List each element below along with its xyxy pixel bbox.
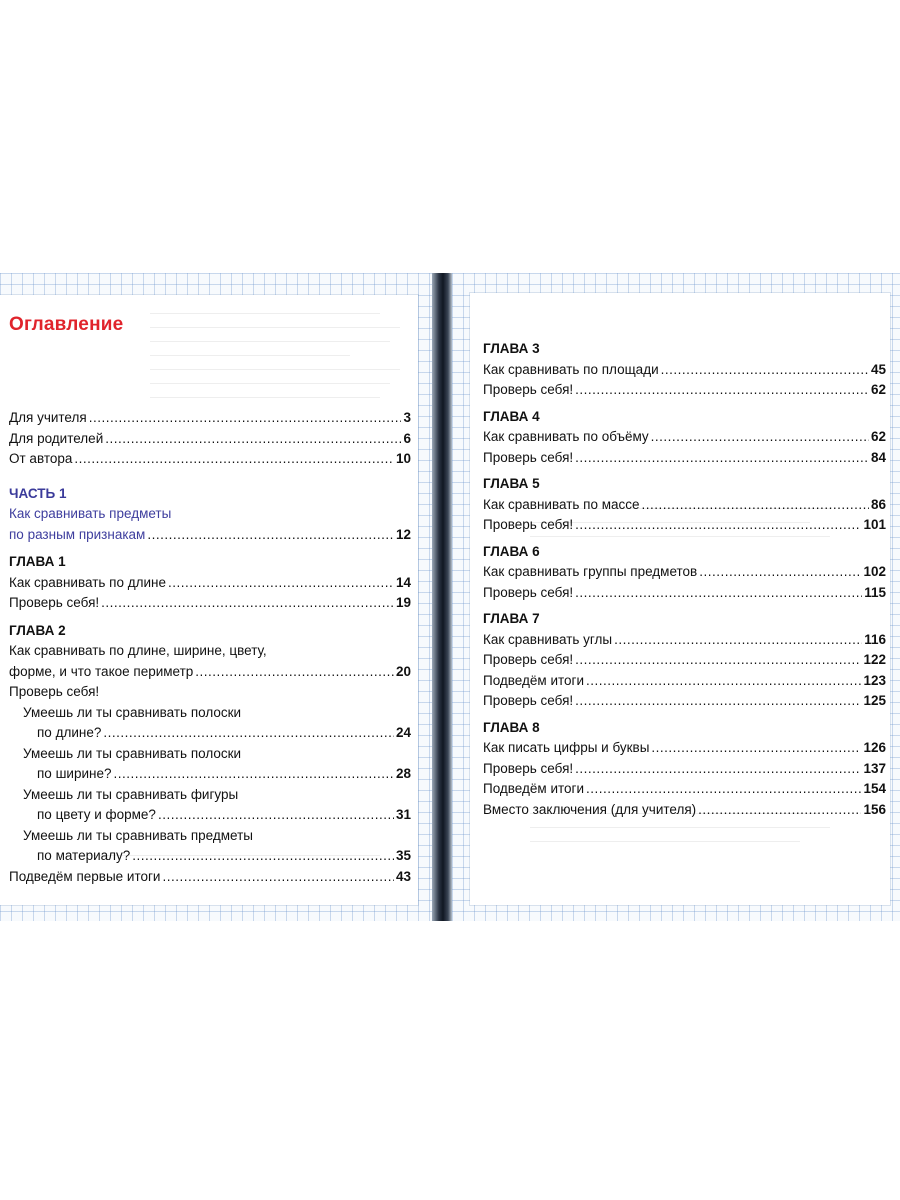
toc-entry[interactable]	[9, 573, 411, 594]
toc-right-column	[483, 339, 886, 820]
leader-dots	[575, 691, 861, 712]
leader-dots	[89, 408, 402, 429]
leader-dots	[651, 738, 861, 759]
leader-dots	[575, 759, 861, 780]
leader-dots	[586, 671, 861, 692]
leader-dots	[105, 429, 401, 450]
toc-page-number: 14	[395, 574, 411, 590]
toc-entry[interactable]	[483, 779, 886, 800]
toc-entry[interactable]	[9, 429, 411, 450]
part-title-line[interactable]: Как сравнивать предметы	[9, 506, 172, 521]
toc-entry-text: по разным признакам	[9, 526, 146, 542]
leader-dots	[575, 515, 861, 536]
toc-entry-text: Как сравнивать углы	[483, 631, 613, 647]
toc-subentry-line[interactable]: Умеешь ли ты сравнивать полоски	[23, 704, 242, 720]
toc-entry[interactable]	[483, 650, 886, 671]
toc-page-number: 28	[395, 766, 411, 781]
chapter-heading: ГЛАВА 1	[9, 554, 66, 569]
toc-left-column	[9, 408, 411, 887]
toc-entry-line[interactable]: Проверь себя!	[9, 684, 100, 699]
toc-subentry[interactable]	[9, 723, 411, 744]
show-through-line	[150, 383, 390, 384]
toc-entry-text: Для учителя	[9, 410, 87, 425]
toc-entry-text: по длине?	[37, 725, 102, 740]
leader-dots	[699, 562, 861, 583]
toc-entry-text: Как сравнивать по длине	[9, 574, 166, 590]
toc-entry-text: Как сравнивать по объёму	[483, 429, 649, 444]
toc-page-number: 43	[395, 868, 411, 884]
toc-entry-text: Проверь себя!	[483, 517, 574, 532]
leader-dots	[74, 449, 394, 470]
toc-entry-text: Проверь себя!	[483, 449, 574, 465]
toc-page-number: 115	[864, 584, 886, 600]
toc-subentry-line[interactable]: Умеешь ли ты сравнивать предметы	[23, 827, 253, 843]
toc-entry-text: Проверь себя!	[9, 595, 100, 610]
toc-entry[interactable]	[483, 448, 886, 469]
toc-page-number: 101	[863, 517, 886, 532]
leader-dots	[651, 427, 869, 448]
show-through-line	[150, 397, 380, 398]
toc-entry[interactable]	[483, 360, 886, 381]
toc-entry[interactable]	[9, 449, 411, 470]
toc-entry-text: Как писать цифры и буквы	[483, 740, 650, 755]
toc-entry[interactable]	[483, 515, 886, 536]
toc-page-number: 3	[403, 410, 411, 425]
toc-entry[interactable]	[9, 593, 411, 614]
chapter-heading: ГЛАВА 8	[483, 719, 540, 735]
toc-page-number: 102	[863, 564, 886, 579]
toc-entry[interactable]	[483, 800, 886, 821]
book-spread	[0, 273, 900, 921]
toc-page-number: 125	[863, 693, 886, 708]
toc-entry[interactable]	[483, 562, 886, 583]
leader-dots	[586, 779, 861, 800]
leader-dots	[147, 525, 394, 546]
toc-entry-line[interactable]: Как сравнивать по длине, ширине, цвету,	[9, 643, 267, 658]
page-title: Оглавление	[9, 314, 124, 335]
leader-dots	[698, 800, 861, 821]
leader-dots	[575, 380, 869, 401]
toc-page-number: 6	[403, 430, 411, 446]
toc-page-number: 19	[395, 595, 411, 610]
toc-entry[interactable]	[9, 408, 411, 429]
show-through-line	[530, 841, 800, 842]
toc-entry-text: Как сравнивать группы предметов	[483, 564, 698, 579]
leader-dots	[158, 805, 394, 826]
toc-page-number: 86	[870, 496, 886, 512]
toc-entry-text: Как сравнивать по массе	[483, 496, 640, 512]
toc-entry-text: Для родителей	[9, 430, 104, 446]
toc-page-number: 35	[395, 848, 411, 863]
toc-entry[interactable]	[483, 427, 886, 448]
leader-dots	[113, 764, 394, 785]
leader-dots	[661, 360, 869, 381]
toc-entry-text: по материалу?	[37, 848, 131, 863]
toc-entry-text: Проверь себя!	[483, 760, 574, 776]
toc-subentry[interactable]	[9, 805, 411, 826]
show-through-line	[150, 355, 350, 356]
toc-page-number: 62	[870, 382, 886, 397]
toc-entry-text: Как сравнивать по площади	[483, 361, 659, 377]
toc-page-number: 84	[870, 449, 886, 465]
toc-page-number: 10	[395, 451, 411, 466]
toc-entry-text: Проверь себя!	[483, 652, 574, 667]
toc-page-number: 123	[863, 672, 886, 688]
show-through-line	[150, 313, 380, 314]
part-heading: ЧАСТЬ 1	[9, 485, 67, 501]
leader-dots	[575, 448, 869, 469]
toc-entry-text: От автора	[9, 451, 73, 466]
show-through-line	[150, 341, 390, 342]
toc-entry-text: по цвету и форме?	[37, 807, 156, 822]
toc-entry[interactable]	[9, 525, 411, 546]
leader-dots	[614, 630, 862, 651]
chapter-heading: ГЛАВА 2	[9, 622, 66, 638]
show-through-line	[150, 369, 400, 370]
toc-subentry[interactable]	[9, 764, 411, 785]
show-through-line	[530, 827, 830, 828]
toc-entry[interactable]	[483, 691, 886, 712]
toc-entry[interactable]	[483, 630, 886, 651]
toc-page-number: 154	[863, 781, 886, 796]
toc-entry[interactable]	[9, 662, 411, 683]
leader-dots	[101, 593, 394, 614]
toc-entry-text: Вместо заключения (для учителя)	[483, 801, 697, 817]
toc-entry[interactable]	[483, 738, 886, 759]
chapter-heading: ГЛАВА 3	[483, 341, 540, 356]
toc-entry-text: Проверь себя!	[483, 382, 574, 397]
toc-entry[interactable]	[483, 380, 886, 401]
toc-page-number: 122	[863, 652, 886, 667]
show-through-line	[150, 327, 400, 328]
toc-entry-text: по ширине?	[37, 766, 112, 781]
toc-page-number: 24	[395, 725, 411, 740]
toc-page-number: 62	[870, 429, 886, 444]
toc-entry-text: Подведём первые итоги	[9, 868, 161, 884]
toc-entry-text: Проверь себя!	[483, 584, 574, 600]
toc-entry-text: форме, и что такое периметр	[9, 663, 194, 679]
leader-dots	[575, 583, 862, 604]
toc-entry-text: Подведём итоги	[483, 781, 584, 796]
toc-entry[interactable]	[483, 671, 886, 692]
leader-dots	[642, 495, 869, 516]
toc-page-number: 137	[863, 760, 886, 776]
toc-page-number: 116	[864, 631, 886, 647]
toc-entry[interactable]	[483, 583, 886, 604]
toc-page-number: 20	[395, 663, 411, 679]
toc-page-number: 12	[395, 526, 411, 542]
toc-entry-text: Проверь себя!	[483, 693, 574, 708]
leader-dots	[162, 867, 394, 888]
chapter-heading: ГЛАВА 4	[483, 408, 540, 424]
toc-entry[interactable]	[483, 495, 886, 516]
toc-subentry-line[interactable]: Умеешь ли ты сравнивать полоски	[23, 745, 242, 761]
chapter-heading: ГЛАВА 6	[483, 543, 540, 559]
toc-page-number: 31	[395, 807, 411, 822]
toc-subentry-line[interactable]: Умеешь ли ты сравнивать фигуры	[23, 786, 239, 802]
toc-page-number: 156	[863, 801, 886, 817]
chapter-heading: ГЛАВА 7	[483, 611, 540, 626]
leader-dots	[575, 650, 861, 671]
leader-dots	[103, 723, 394, 744]
toc-entry-text: Подведём итоги	[483, 672, 584, 688]
toc-page-number: 126	[863, 740, 886, 755]
toc-page-number: 45	[870, 361, 886, 377]
leader-dots	[132, 846, 394, 867]
book-gutter	[432, 273, 452, 921]
leader-dots	[168, 573, 394, 594]
toc-entry[interactable]	[9, 867, 411, 888]
toc-subentry[interactable]	[9, 846, 411, 867]
toc-entry[interactable]	[483, 759, 886, 780]
chapter-heading: ГЛАВА 5	[483, 476, 540, 491]
leader-dots	[195, 662, 394, 683]
